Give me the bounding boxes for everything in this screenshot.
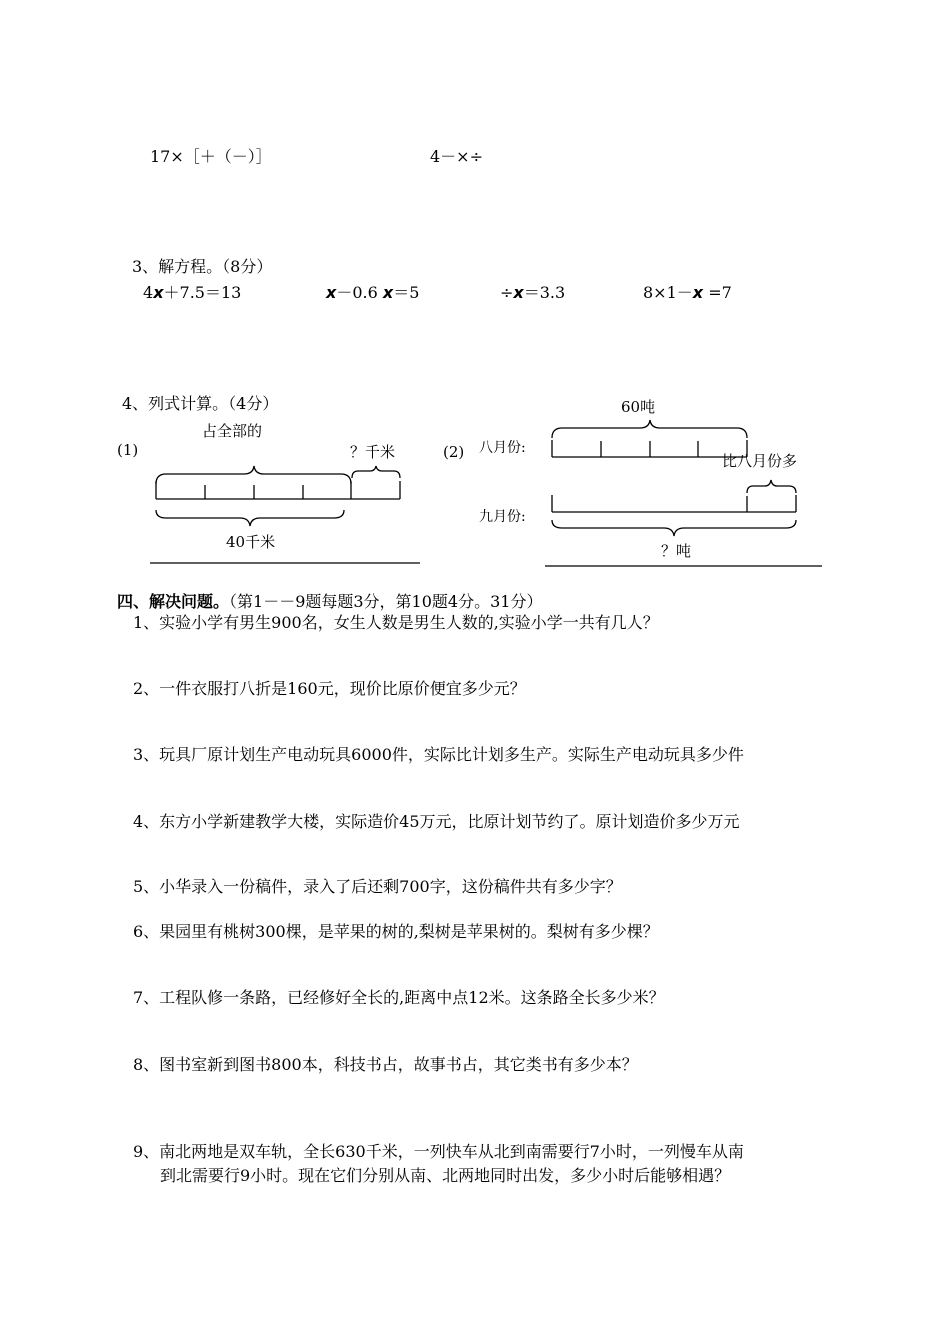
question-2: 2、一件衣服打八折是160元，现价比原价便宜多少元？ [133, 679, 526, 698]
question-4: 4、东方小学新建教学大楼，实际造价45万元，比原计划节约了。原计划造价多少万元 [133, 812, 740, 831]
calc-expression-2: 4－×÷ [430, 147, 483, 166]
diagram2-mid-note: 比八月份多 [722, 452, 798, 470]
diagram2-top-brace [552, 420, 747, 438]
question-5: 5、小华录入一份稿件，录入了后还剩700字，这份稿件共有多少字？ [133, 877, 622, 896]
diagram2-row2-label: 九月份: [479, 509, 526, 525]
equation-3: ÷x＝3.3 [500, 283, 566, 302]
question-9-line2: 到北需要行9小时。现在它们分别从南、北两地同时出发，多少小时后能够相遇？ [160, 1166, 731, 1185]
diagram1-bottom-note: 40千米 [226, 533, 276, 551]
diagram1-label: (1) [117, 441, 139, 459]
diagram2-top-note: 60吨 [621, 398, 656, 416]
question-8: 8、图书室新到图书800本，科技书占，故事书占，其它类书有多少本？ [133, 1055, 638, 1074]
diagram2-bottom-brace [552, 520, 796, 536]
diagram2-september-bar [552, 495, 796, 512]
diagram1-right-brace [352, 466, 400, 478]
question-7: 7、工程队修一条路，已经修好全长的,距离中点12米。这条路全长多少米？ [133, 988, 665, 1007]
question-9-line1: 9、南北两地是双车轨，全长630千米，一列快车从北到南需要行7小时，一列慢车从南 [133, 1142, 744, 1161]
diagram1-right-note: ？千米 [350, 443, 396, 461]
diagram1-bottom-brace [156, 510, 344, 526]
diagram2-august-bar [552, 440, 747, 457]
diagram1-bar [156, 481, 400, 499]
calc-expression-1: 17×［＋（－）］ [150, 147, 272, 166]
section4-header: 四、解决问题。（第1－－9题每题3分，第10题4分。31分） [117, 592, 543, 611]
diagram2-label: (2) [443, 443, 465, 461]
question-3: 3、玩具厂原计划生产电动玩具6000件，实际比计划多生产。实际生产电动玩具多少件 [133, 745, 744, 764]
diagram1-top-note: 占全部的 [202, 422, 263, 440]
diagram1-top-brace [156, 466, 351, 484]
list-calc-heading: 4、列式计算。（4分） [122, 394, 279, 413]
diagram2-row1-label: 八月份: [479, 440, 526, 456]
equation-2: x－0.6 x＝5 [326, 283, 420, 302]
equations-heading: 3、解方程。（8分） [132, 257, 273, 276]
equation-1: 4x＋7.5＝13 [143, 283, 242, 302]
question-6: 6、果园里有桃树300棵，是苹果的树的,梨树是苹果树的。梨树有多少棵？ [133, 922, 659, 941]
diagram2-bottom-note: ？吨 [661, 542, 692, 560]
question-1: 1、实验小学有男生900名，女生人数是男生人数的,实验小学一共有几人？ [133, 613, 659, 632]
diagram2-mid-brace [747, 480, 796, 493]
equation-4: 8×1－x =7 [643, 283, 732, 302]
